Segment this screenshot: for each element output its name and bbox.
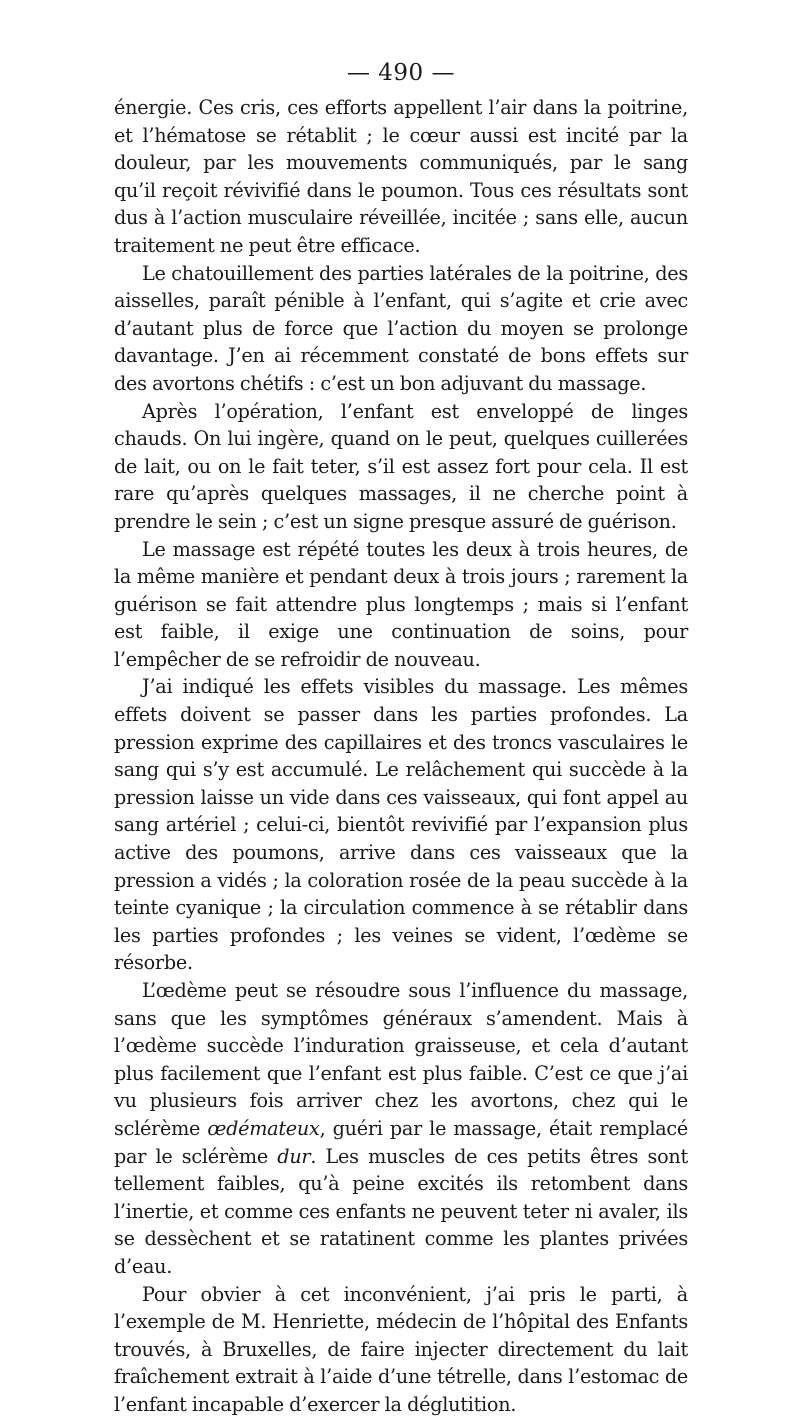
paragraph (114, 673, 688, 977)
paragraph (114, 977, 688, 1281)
paragraph-text: . Les muscles de ces petits êtres sont tellement faibles, qu’à peine excités ils retombent dans l’inertie, et comme ces enfants ne peuvent teter ni avaler, ils se dessèchent et se ratatinent comme les plantes privées d’eau. (114, 1144, 688, 1278)
paragraph-text: J’ai indiqué les effets visibles du massage. Les mêmes effets doivent se passer dans les parties profondes. La pression exprime des capillaires et des troncs vasculaires le sang qui s’y est accumulé. Le relâchement qui succède à la pression laisse un vide dans ces vaisseaux, qui font appel au sang artériel ; celui-ci, bientôt revivifié par l’expansion plus active des poumons, arrive dans ces vaisseaux que la pression a vidés ; la coloration rosée de la peau succède à la teinte cyanique ; la circulation commence à se rétablir dans les parties profondes ; les veines se vident, l’œdème se résorbe. (114, 675, 688, 975)
paragraph-text: Le massage est répété toutes les deux à trois heures, de la même manière et pendant deux à trois jours ; rarement la guérison se fait attendre plus longtemps ; mais si l’enfant est faible, il exige une continuation de soins, pour l’empêcher de se refroidir de nouveau. (114, 537, 688, 671)
paragraph (114, 260, 688, 398)
paragraph-text: Pour obvier à cet inconvénient, j’ai pris le parti, à l’exemple de M. Henriette, médecin de l’hôpital des Enfants trouvés, à Bruxelles, de faire injecter directement du lait fraîchement extrait à l’aide d’une tétrelle, dans l’estomac de l’enfant incapable d’exercer la déglutition. (114, 1282, 688, 1416)
page-number: — 490 — (346, 60, 456, 86)
paragraph (114, 94, 688, 260)
paragraph (114, 1281, 688, 1419)
italic-text: dur (277, 1144, 311, 1168)
italic-text: œdémateux (207, 1116, 320, 1140)
paragraph-text: L’œdème peut se résoudre sous l’influence du massage, sans que les symptômes généraux s’amendent. Mais à l’œdème succède l’induration graisseuse, et cela d’autant plus facilement que l’enfant est plus faible. C’est ce que j’ai vu plusieurs fois arriver chez les avortons, chez qui le sclérème (114, 979, 688, 1140)
paragraph (114, 398, 688, 536)
paragraph-text: Après l’opération, l’enfant est enveloppé de linges chauds. On lui ingère, quand on le peut, quelques cuillerées de lait, ou on le fait teter, s’il est assez fort pour cela. Il est rare qu’après quelques massages, il ne cherche point à prendre le sein ; c’est un signe presque assuré de guérison. (114, 399, 688, 533)
paragraph-text: énergie. Ces cris, ces efforts appellent l’air dans la poitrine, et l’hématose se rétablit ; le cœur aussi est incité par la douleur, par les mouvements communiqués, par le sang qu’il reçoit révivifié dans le poumon. Tous ces résultats sont dus à l’action musculaire réveillée, incitée ; sans elle, aucun traitement ne peut être efficace. (114, 96, 688, 257)
book-page (114, 58, 688, 1419)
body-text (114, 94, 688, 1419)
paragraph-text: Le chatouillement des parties latérales de la poitrine, des aisselles, paraît pénible à l’enfant, qui s’agite et crie avec d’autant plus de force que l’action du moyen se prolonge davantage. J’en ai récemment constaté de bons effets sur des avortons chétifs : c’est un bon adjuvant du massage. (114, 261, 688, 395)
paragraph (114, 536, 688, 674)
paragraph-text: , guéri par le massage, était remplacé par le sclérème (114, 1116, 688, 1168)
